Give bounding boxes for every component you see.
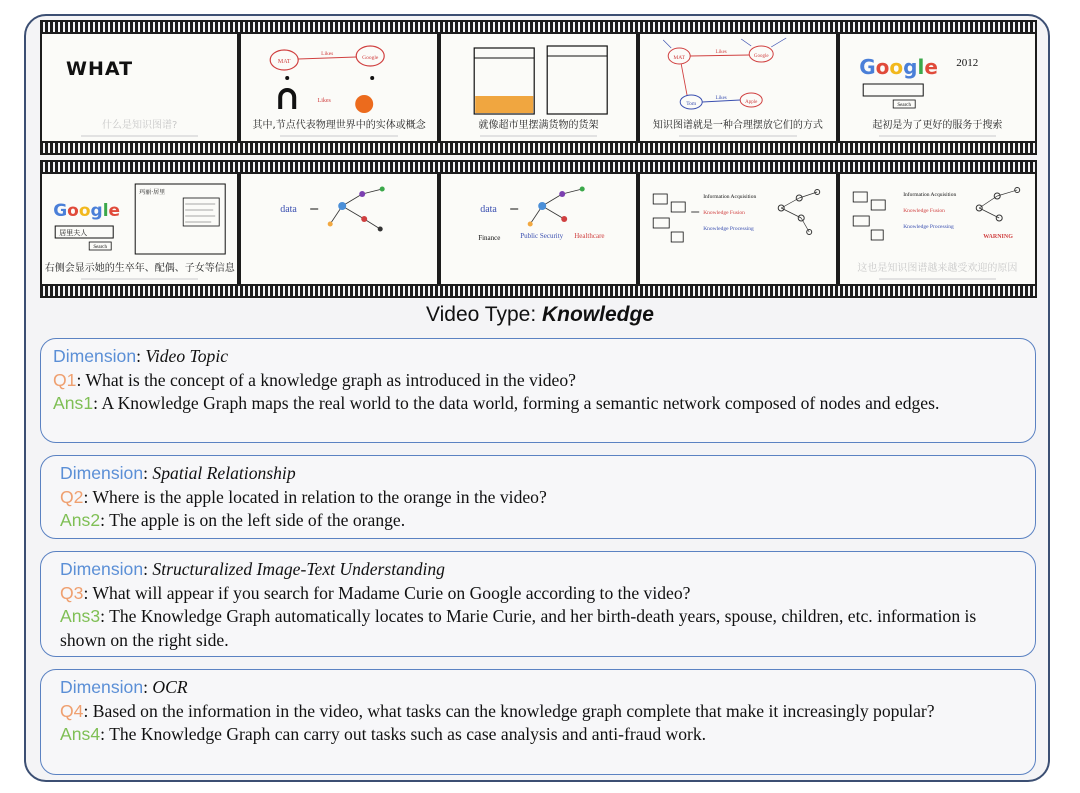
answer-text: The Knowledge Graph can carry out tasks such as case analysis and anti-fraud work. bbox=[109, 724, 707, 744]
question-label: Q3 bbox=[60, 582, 84, 603]
question-text: Where is the apple located in relation to the orange in the video? bbox=[92, 486, 547, 507]
dimension-label: Dimension bbox=[60, 677, 144, 697]
frame-caption: 其中,节点代表物理世界中的实体或概念 bbox=[252, 120, 426, 131]
frame-caption: 什么是知识图谱? bbox=[102, 120, 178, 131]
sketch-label: Finance bbox=[478, 234, 501, 242]
google-logo-label: Google bbox=[858, 55, 938, 79]
sketch-label: 玛丽·居里 bbox=[139, 189, 166, 196]
film-perforation bbox=[40, 143, 1037, 153]
sketch-label: 2012 bbox=[955, 57, 978, 69]
question-label: Q1 bbox=[53, 369, 77, 390]
video-frame-10 bbox=[840, 174, 1035, 284]
answer-text: The apple is on the left side of the orange. bbox=[109, 510, 406, 530]
frame-caption: 知识图谱就是一种合理摆放它们的方式 bbox=[652, 120, 823, 131]
sketch-label: MAT bbox=[673, 55, 686, 61]
video-frame-5 bbox=[840, 34, 1035, 141]
video-frame-2 bbox=[241, 34, 436, 141]
data-graph-sketch bbox=[241, 174, 436, 284]
film-perforation bbox=[40, 286, 1037, 296]
frame-caption: 起初是为了更好的服务于搜索 bbox=[872, 120, 1003, 131]
answer-label: Ans4 bbox=[60, 724, 101, 744]
question-label: Q4 bbox=[60, 700, 84, 721]
answer-text: The Knowledge Graph automatically locates to Marie Curie, and her birth-death years, spouse, children, etc. information is shown on the right side. bbox=[60, 606, 977, 650]
film-strip-2 bbox=[40, 160, 1037, 298]
video-type-heading bbox=[0, 303, 1080, 327]
sketch-label: Google bbox=[754, 54, 769, 59]
sketch-label: Knowledge Fusion bbox=[703, 210, 746, 216]
question-text: What is the concept of a knowledge graph as introduced in the video? bbox=[85, 369, 576, 390]
sketch-label: Apple bbox=[745, 100, 758, 105]
dimension-value: Structuralized Image-Text Understanding bbox=[152, 559, 445, 579]
sketch-label: WARNING bbox=[982, 234, 1013, 240]
pipeline-sketch bbox=[640, 174, 835, 284]
film-perforation bbox=[40, 162, 1037, 172]
video-frame-8 bbox=[441, 174, 636, 284]
video-frame-9 bbox=[640, 174, 835, 284]
data-domain-sketch bbox=[441, 174, 636, 284]
sketch-label: Knowledge Fusion bbox=[902, 208, 945, 214]
film-strip-1 bbox=[40, 20, 1037, 155]
sketch-label: Knowledge Processing bbox=[902, 224, 954, 230]
sketch-label: Google bbox=[362, 55, 379, 61]
dimension-label: Dimension bbox=[60, 559, 144, 579]
video-type-value: Knowledge bbox=[541, 303, 654, 326]
sketch-label: Healthcare bbox=[574, 232, 605, 240]
video-type-label: Video Type: bbox=[426, 303, 542, 326]
sketch-label: Information Acquisition bbox=[902, 192, 956, 198]
sketch-label: MAT bbox=[278, 59, 291, 65]
sketch-label: Likes bbox=[317, 98, 332, 104]
sketch-label: Likes bbox=[321, 51, 334, 57]
video-frame-4 bbox=[640, 34, 835, 141]
sketch-label: Knowledge Processing bbox=[703, 226, 754, 232]
answer-label: Ans2 bbox=[60, 510, 101, 530]
qa-card-3: Dimension: Structuralized Image-Text Understanding Q3: What will appear if you search for Madame Curie on Google according to the video? Ans3: The Knowledge Graph automatically locates to Marie Curie, and her birth-death years, spouse, children, etc. information is shown on the right side. bbox=[40, 551, 1036, 657]
answer-label: Ans3 bbox=[60, 606, 101, 626]
qa-card-2: Dimension: Spatial Relationship Q2: Where is the apple located in relation to the orange in the video? Ans2: The apple is on the left side of the orange. bbox=[40, 455, 1036, 539]
qa-card-4: Dimension: OCR Q4: Based on the information in the video, what tasks can the knowledge graph complete that make it increasingly popular? Ans4: The Knowledge Graph can carry out tasks such as case analysis and anti-fraud work. bbox=[40, 669, 1036, 775]
video-frame-3 bbox=[441, 34, 636, 141]
video-frame-6 bbox=[42, 174, 237, 284]
question-text: What will appear if you search for Madame Curie on Google according to the video? bbox=[92, 582, 691, 603]
dimension-value: OCR bbox=[152, 677, 188, 697]
sketch-label: data bbox=[280, 204, 298, 215]
answer-label: Ans1 bbox=[53, 393, 94, 413]
sketch-label: data bbox=[480, 204, 497, 215]
qa-card-1: Dimension: Video Topic Q1: What is the concept of a knowledge graph as introduced in the video? Ans1: A Knowledge Graph maps the real world to the data world, forming a semantic network composed of nodes and edges. bbox=[40, 338, 1036, 443]
sketch-label: Search bbox=[897, 103, 911, 108]
question-label: Q2 bbox=[60, 486, 84, 507]
google-logo-label: Google bbox=[53, 201, 121, 221]
dimension-label: Dimension bbox=[60, 463, 144, 483]
video-frame-1 bbox=[42, 34, 237, 141]
film-perforation bbox=[40, 22, 1037, 32]
sketch-label: Information Acquisition bbox=[703, 194, 757, 200]
frame-caption: 这也是知识图谱越来越受欢迎的原因 bbox=[857, 263, 1018, 274]
sketch-label: Likes bbox=[715, 50, 727, 55]
sketch-label: Tom bbox=[686, 101, 697, 107]
frame-caption: 就像超市里摆满货物的货架 bbox=[478, 120, 599, 131]
question-text: Based on the information in the video, what tasks can the knowledge graph complete that make it increasingly popular? bbox=[92, 700, 935, 721]
sketch-label: 居里夫人 bbox=[59, 229, 88, 237]
sketch-label: Likes bbox=[715, 96, 727, 101]
dimension-value: Spatial Relationship bbox=[152, 463, 296, 483]
video-frame-7 bbox=[241, 174, 436, 284]
sketch-label: Public Security bbox=[520, 232, 563, 240]
answer-text: A Knowledge Graph maps the real world to the data world, forming a semantic network composed of nodes and edges. bbox=[101, 393, 940, 413]
sketch-label: Search bbox=[93, 245, 108, 250]
dimension-label: Dimension bbox=[53, 346, 137, 366]
frame-caption: 右侧会显示她的生卒年、配偶、子女等信息 bbox=[44, 263, 235, 274]
dimension-value: Video Topic bbox=[145, 346, 229, 366]
frame-title: WHAT bbox=[66, 58, 134, 80]
